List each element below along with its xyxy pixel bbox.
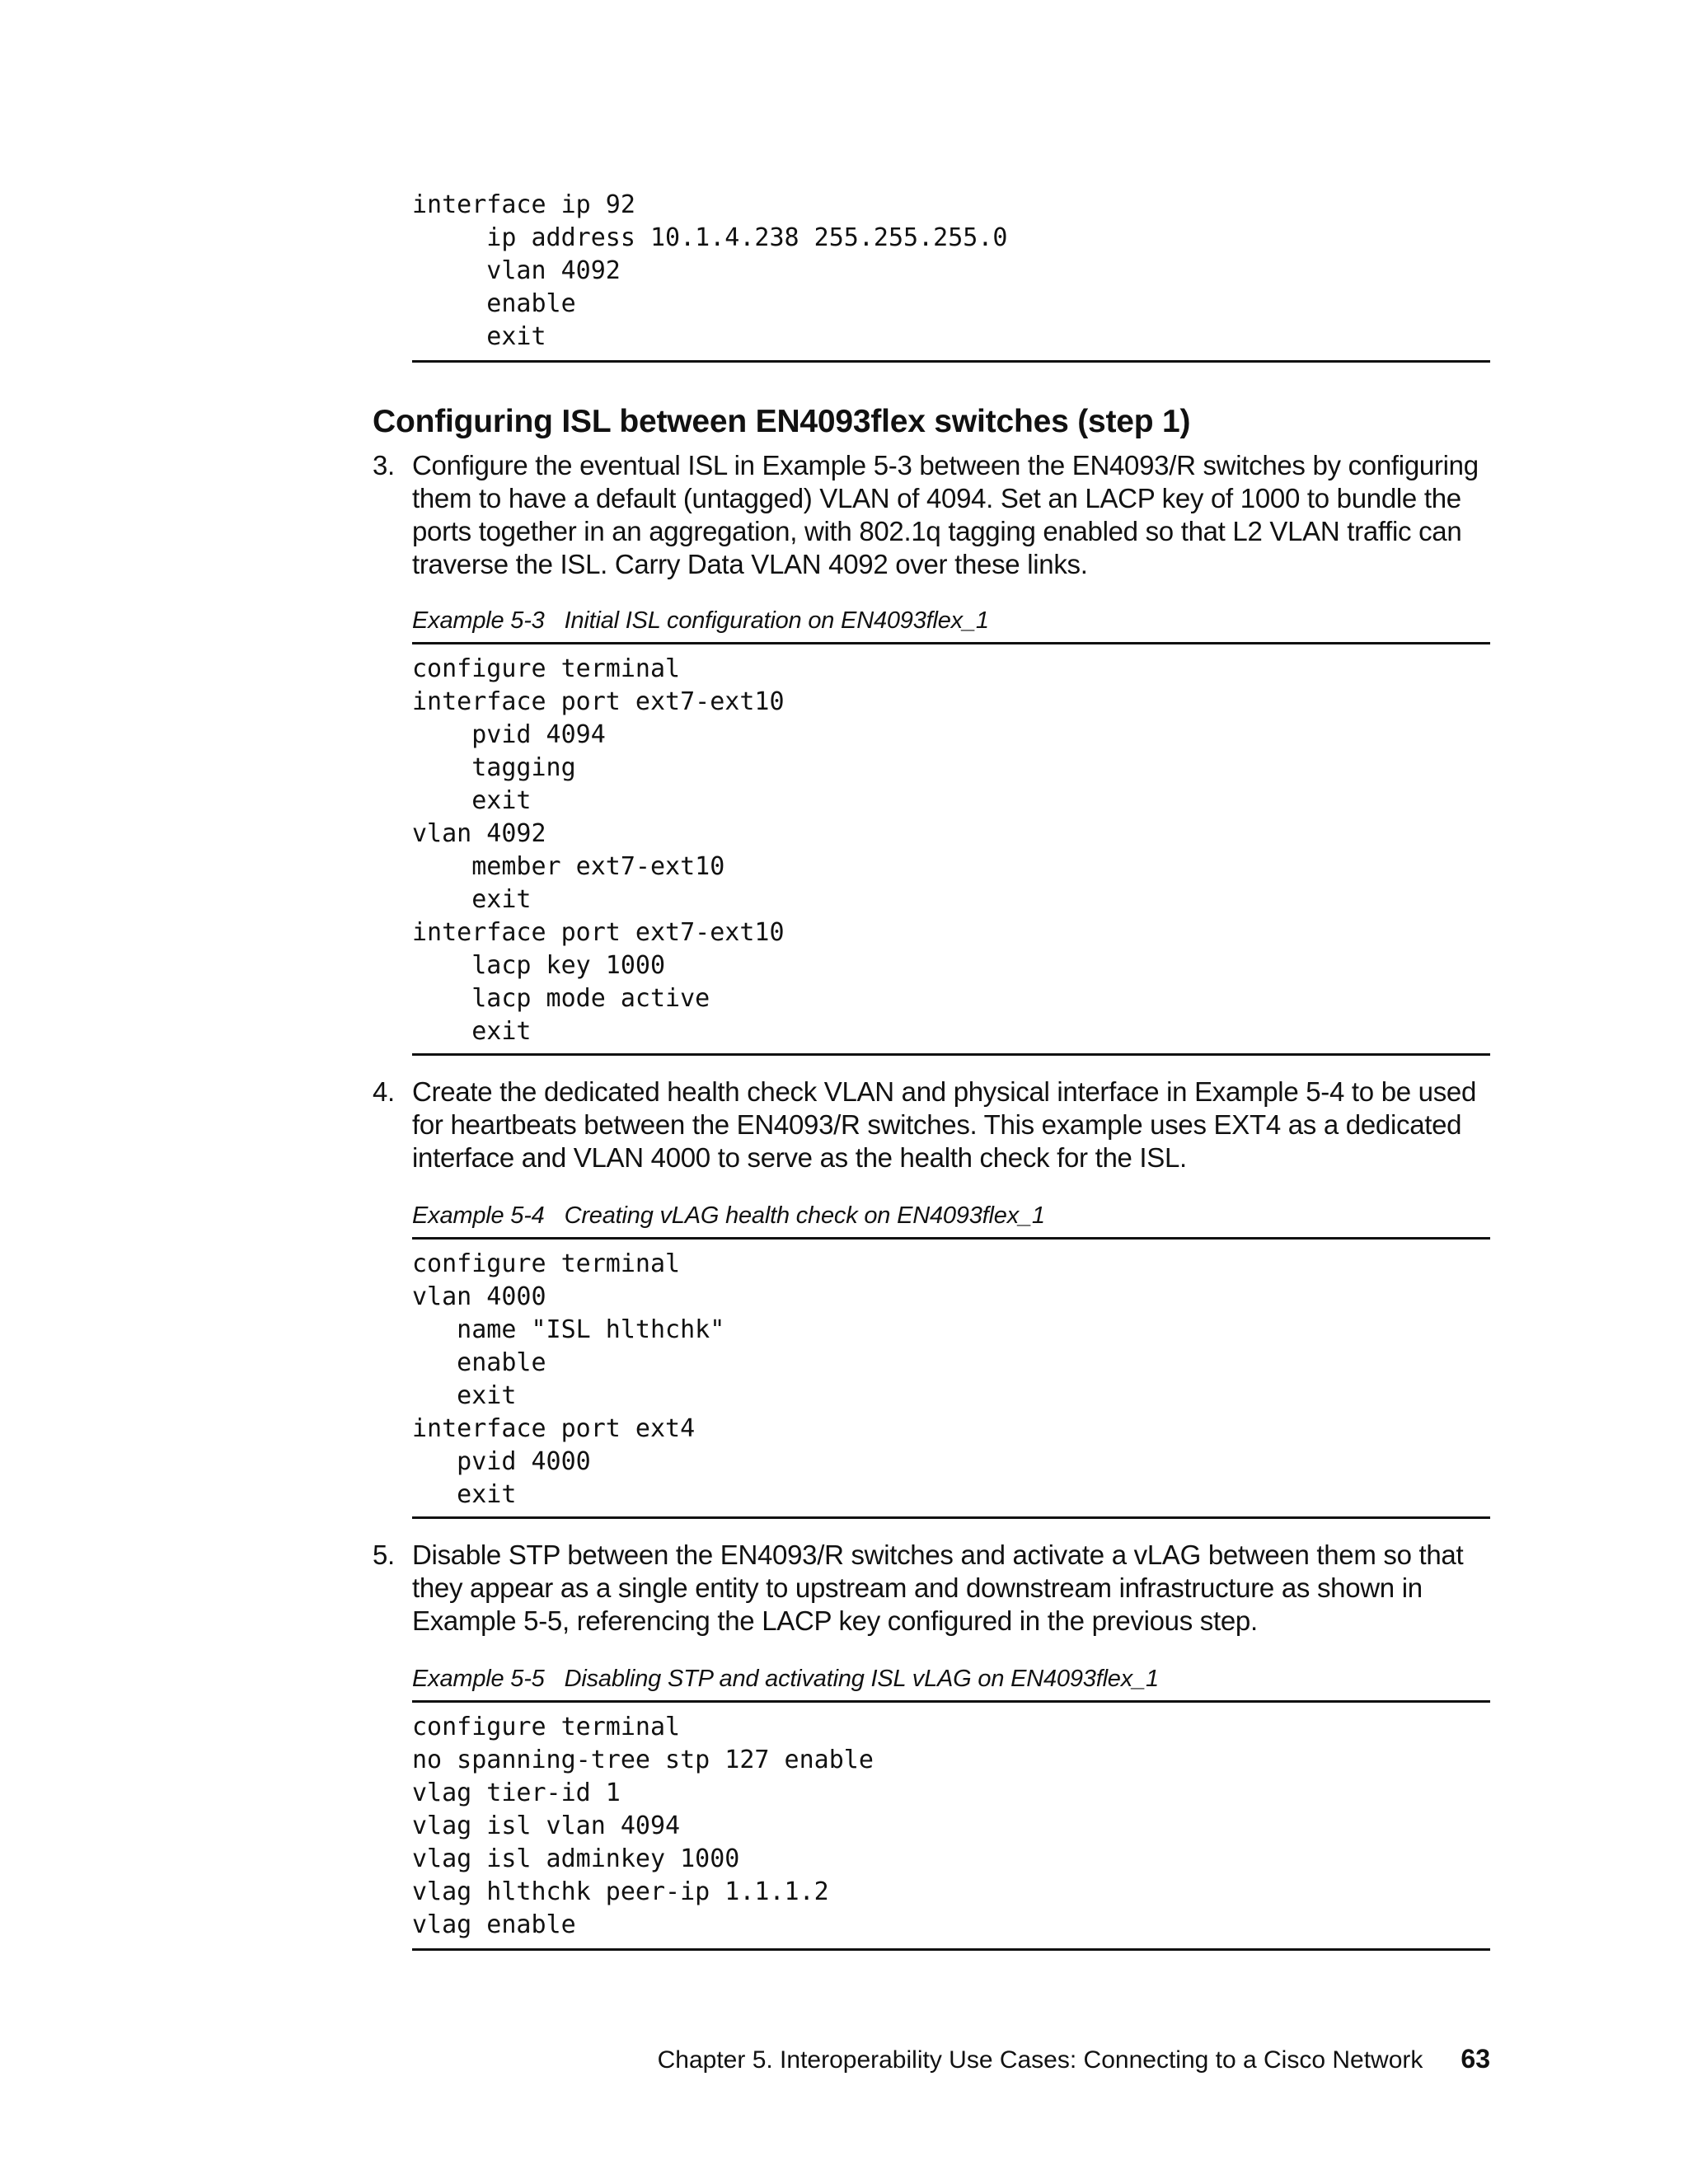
code-line: vlan 4092: [412, 819, 546, 848]
code-line: configure terminal: [412, 1713, 681, 1741]
example-top-rule: [412, 1700, 1490, 1703]
code-line: exit: [412, 1480, 517, 1509]
code-line: configure terminal: [412, 654, 681, 683]
code-line: interface port ext7-ext10: [412, 687, 785, 716]
code-line: enable: [412, 1348, 546, 1377]
example-top-rule: [412, 642, 1490, 644]
example-title: Disabling STP and activating ISL vLAG on EN4093flex_1: [564, 1666, 1159, 1692]
step-text-line: traverse the ISL. Carry Data VLAN 4092 over these links.: [412, 549, 1088, 579]
code-line: vlan 4000: [412, 1282, 546, 1311]
step-text-line: for heartbeats between the EN4093/R switches. This example uses EXT4 as a dedicated: [412, 1109, 1462, 1140]
code-line: interface port ext4: [412, 1414, 696, 1443]
example-caption: [412, 1666, 1159, 1693]
example-caption: [412, 1202, 1045, 1230]
code-line: vlan 4092: [412, 256, 621, 285]
page-footer: [658, 2044, 1490, 2074]
code-line: configure terminal: [412, 1249, 681, 1278]
step-5: [373, 1539, 1493, 1638]
step-text-line: Example 5-5, referencing the LACP key configured in the previous step.: [412, 1605, 1258, 1636]
code-line: exit: [412, 322, 546, 351]
code-line: exit: [412, 1017, 532, 1046]
step-number: 3.: [373, 450, 395, 480]
code-line: vlag isl adminkey 1000: [412, 1844, 740, 1873]
example-bottom-rule: [412, 1948, 1490, 1951]
code-line: vlag tier-id 1: [412, 1779, 621, 1807]
code-block-example-5-4: [412, 1248, 724, 1511]
code-line: pvid 4000: [412, 1447, 591, 1476]
code-line: tagging: [412, 753, 576, 782]
section-heading: Configuring ISL between EN4093flex switches (step 1): [373, 404, 1191, 439]
example-top-rule: [412, 1237, 1490, 1240]
code-line: vlag hlthchk peer-ip 1.1.1.2: [412, 1877, 829, 1906]
code-block-example-5-3: [412, 653, 785, 1048]
example-bottom-rule: [412, 1053, 1490, 1056]
code-line: exit: [412, 786, 532, 815]
code-line: vlag isl vlan 4094: [412, 1811, 681, 1840]
example-label: Example 5-5: [412, 1666, 545, 1692]
example-title: Initial ISL configuration on EN4093flex_1: [564, 607, 989, 634]
code-line: name "ISL hlthchk": [412, 1315, 725, 1344]
code-block-example-5-5: [412, 1711, 874, 1942]
code-line: no spanning-tree stp 127 enable: [412, 1746, 874, 1774]
step-number: 4.: [373, 1076, 395, 1107]
code-line: exit: [412, 885, 532, 914]
step-text-line: Configure the eventual ISL in Example 5-3 between the EN4093/R switches by configuring: [412, 450, 1479, 480]
step-4: [373, 1076, 1493, 1174]
code-line: interface ip 92: [412, 190, 635, 219]
footer-chapter-title: Chapter 5. Interoperability Use Cases: Connecting to a Cisco Network: [657, 2046, 1423, 2074]
code-line: lacp mode active: [412, 984, 710, 1013]
code-line: pvid 4094: [412, 720, 606, 749]
code-line: member ext7-ext10: [412, 852, 725, 881]
step-3: [373, 449, 1493, 581]
code-block-bottom-rule: [412, 360, 1490, 363]
example-label: Example 5-4: [412, 1202, 545, 1229]
example-caption: [412, 607, 989, 635]
step-text-line: they appear as a single entity to upstream and downstream infrastructure as shown in: [412, 1572, 1423, 1603]
step-text-line: them to have a default (untagged) VLAN of 4094. Set an LACP key of 1000 to bundle the: [412, 483, 1461, 513]
step-number: 5.: [373, 1540, 395, 1570]
example-label: Example 5-3: [412, 607, 545, 634]
code-line: exit: [412, 1381, 517, 1410]
step-text-line: Disable STP between the EN4093/R switches and activate a vLAG between them so that: [412, 1540, 1464, 1570]
example-bottom-rule: [412, 1516, 1490, 1519]
code-block-interface-ip: [412, 189, 1007, 354]
code-line: lacp key 1000: [412, 951, 666, 980]
code-line: interface port ext7-ext10: [412, 918, 785, 947]
step-text-line: interface and VLAN 4000 to serve as the health check for the ISL.: [412, 1142, 1187, 1173]
code-line: vlag enable: [412, 1910, 576, 1939]
page-number: 63: [1461, 2044, 1490, 2074]
code-line: enable: [412, 289, 576, 318]
code-line: ip address 10.1.4.238 255.255.255.0: [412, 223, 1008, 252]
example-title: Creating vLAG health check on EN4093flex_1: [564, 1202, 1045, 1229]
step-text-line: Create the dedicated health check VLAN and physical interface in Example 5-4 to be used: [412, 1076, 1477, 1107]
step-text-line: ports together in an aggregation, with 802.1q tagging enabled so that L2 VLAN traffic can: [412, 516, 1462, 546]
